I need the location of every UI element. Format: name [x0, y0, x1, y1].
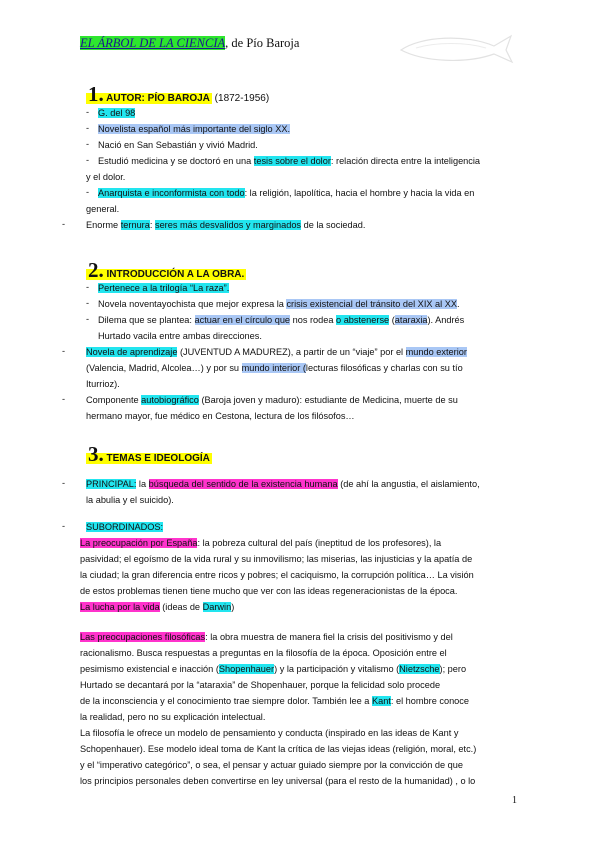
section-2-heading: 2. INTRODUCCIÓN A LA OBRA. [88, 258, 245, 282]
list-item-cont: y el dolor. [86, 172, 126, 182]
list-item-cont: la abulia y el suicido). [86, 495, 174, 505]
fish-watermark-icon [396, 28, 516, 68]
list-item-cont: Hurtado vacila entre ambas direcciones. [98, 331, 262, 341]
page-number: 1 [512, 795, 517, 806]
section-3-heading: 3. TEMAS E IDEOLOGÍA [88, 442, 210, 466]
list-item: Enorme ternura: seres más desvalidos y marginados de la sociedad. [86, 220, 366, 230]
list-item: Novela noventayochista que mejor expresa la crisis existencial del tránsito del XIX al XX. [98, 299, 460, 309]
list-item-cont: hermano mayor, fue médico en Cestona, lectura de los filósofos… [86, 411, 355, 421]
list-item: Componente autobiográfico (Baroja joven y maduro): estudiante de Medicina, muerte de su [86, 395, 458, 405]
list-item: PRINCIPAL: la búsqueda del sentido de la existencia humana (de ahí la angustia, el aislamiento, [86, 479, 480, 489]
list-item: Estudió medicina y se doctoró en una tesis sobre el dolor: relación directa entre la inteligencia [98, 156, 481, 166]
author-suffix: , de Pío Baroja [225, 36, 300, 50]
list-item-cont: Iturrioz). [86, 379, 120, 389]
book-title: EL ÁRBOL DE LA CIENCIA [80, 36, 226, 50]
list-item: Dilema que se plantea: actuar en el círculo que nos rodea o abstenerse (ataraxia). Andrés [98, 315, 465, 325]
list-item: Novelista español más importante del siglo XX. [98, 124, 291, 134]
document-header [80, 36, 299, 51]
document-page: EL ÁRBOL DE LA CIENCIA, de Pío Baroja 1. AUTOR: PÍO BAROJA (1872-1956) - G. del 98 - Novelista español más importante del siglo XX. - Nació en San Sebastián y vivió Madrid. - Estudió medicina y se doctoró en una tesis sobre el dolor: relación directa entre la inteligencia y el dolor. - Anarquista e inconformista con todo: la religión, lapolítica, hacia el hombre y hacia la vida en general. - Enorme ternura: seres más desvalidos y marginados de la sociedad. 2. INTRODUCCIÓN A LA OBRA. - Pertenece a la trilogía “La raza”. - Novela noventayochista que mejor expresa la crisis existencial del tránsito del XIX al XX. - Dilema que se plantea: actuar en el círculo que nos rodea o abstenerse (ataraxia). Andrés Hurtado vacila entre ambas direcciones. - Novela de aprendizaje (JUVENTUD A MADUREZ), a partir de un “viaje” por el mundo exterior (Valencia, Madrid, Alcolea…) y por su mundo interior (lecturas filosóficas y charlas con su tío Iturrioz). - Componente autobiográfico (Baroja joven y maduro): estudiante de Medicina, muerte de su hermano mayor, fue médico en Cestona, lectura de los filósofos… 3. TEMAS E IDEOLOGÍA - PRINCIPAL: la búsqueda del sentido de la existencia humana (de ahí la angustia, el aislamiento, la abulia y el suicido). - SUBORDINADOS: La preocupación por España: la pobreza cultural del país (ineptitud de los profesores), la pasividad; el egoísmo de la vida rural y su inmovilismo; las miserias, las injusticias y la apatía de la ciudad; la gran diferencia entre ricos y pobres; el caciquismo, la corrupción política… La visión de estos problemas tienen tiene mucho que ver con las ideas regeneracionistas de la época. La lucha por la vida (ideas de Darwin) Las preocupaciones filosóficas: la obra muestra de manera fiel la crisis del positivismo y del racionalismo. Busca respuestas a preguntas en la filosofía de la época. Oposición entre el pesimismo existencial e inacción (Shopenhauer) y la participación y vitalismo (Nietzsche); pero Hurtado se decantará por la “ataraxia” de Shopenhauer, porque la felicidad solo procede de la inconsciencia y el conocimiento trae siempre dolor. También lee a Kant: el hombre conoce la realidad, pero no su explicación intelectual. La filosofía le ofrece un modelo de pensamiento y conducta (inspirado en las ideas de Kant y Schopenhauer). Ese modelo ideal toma de Kant la crítica de las viejas ideas (religión, moral, etc.) y el “imperativo categórico”, o sea, el pensar y actuar guiado siempre por la convicción de que los principios personales deben convertirse en ley universal (para el resto de la humanidad) , o lo 1 [0, 0, 600, 848]
list-item: Novela de aprendizaje (JUVENTUD A MADUREZ), a partir de un “viaje” por el mundo exterior [86, 347, 467, 357]
list-item-cont: (Valencia, Madrid, Alcolea…) y por su mundo interior (lecturas filosóficas y charlas con su tío [86, 363, 463, 373]
list-item-cont: general. [86, 204, 120, 214]
section-1-heading: 1. AUTOR: PÍO BAROJA (1872-1956) [88, 82, 270, 106]
list-item: Nació en San Sebastián y vivió Madrid. [98, 140, 258, 150]
list-item: SUBORDINADOS: [86, 522, 164, 532]
list-item: Pertenece a la trilogía “La raza”. [98, 283, 230, 293]
list-item: Anarquista e inconformista con todo: la religión, lapolítica, hacia el hombre y hacia la vida en [98, 188, 475, 198]
list-item: G. del 98 [98, 108, 136, 118]
